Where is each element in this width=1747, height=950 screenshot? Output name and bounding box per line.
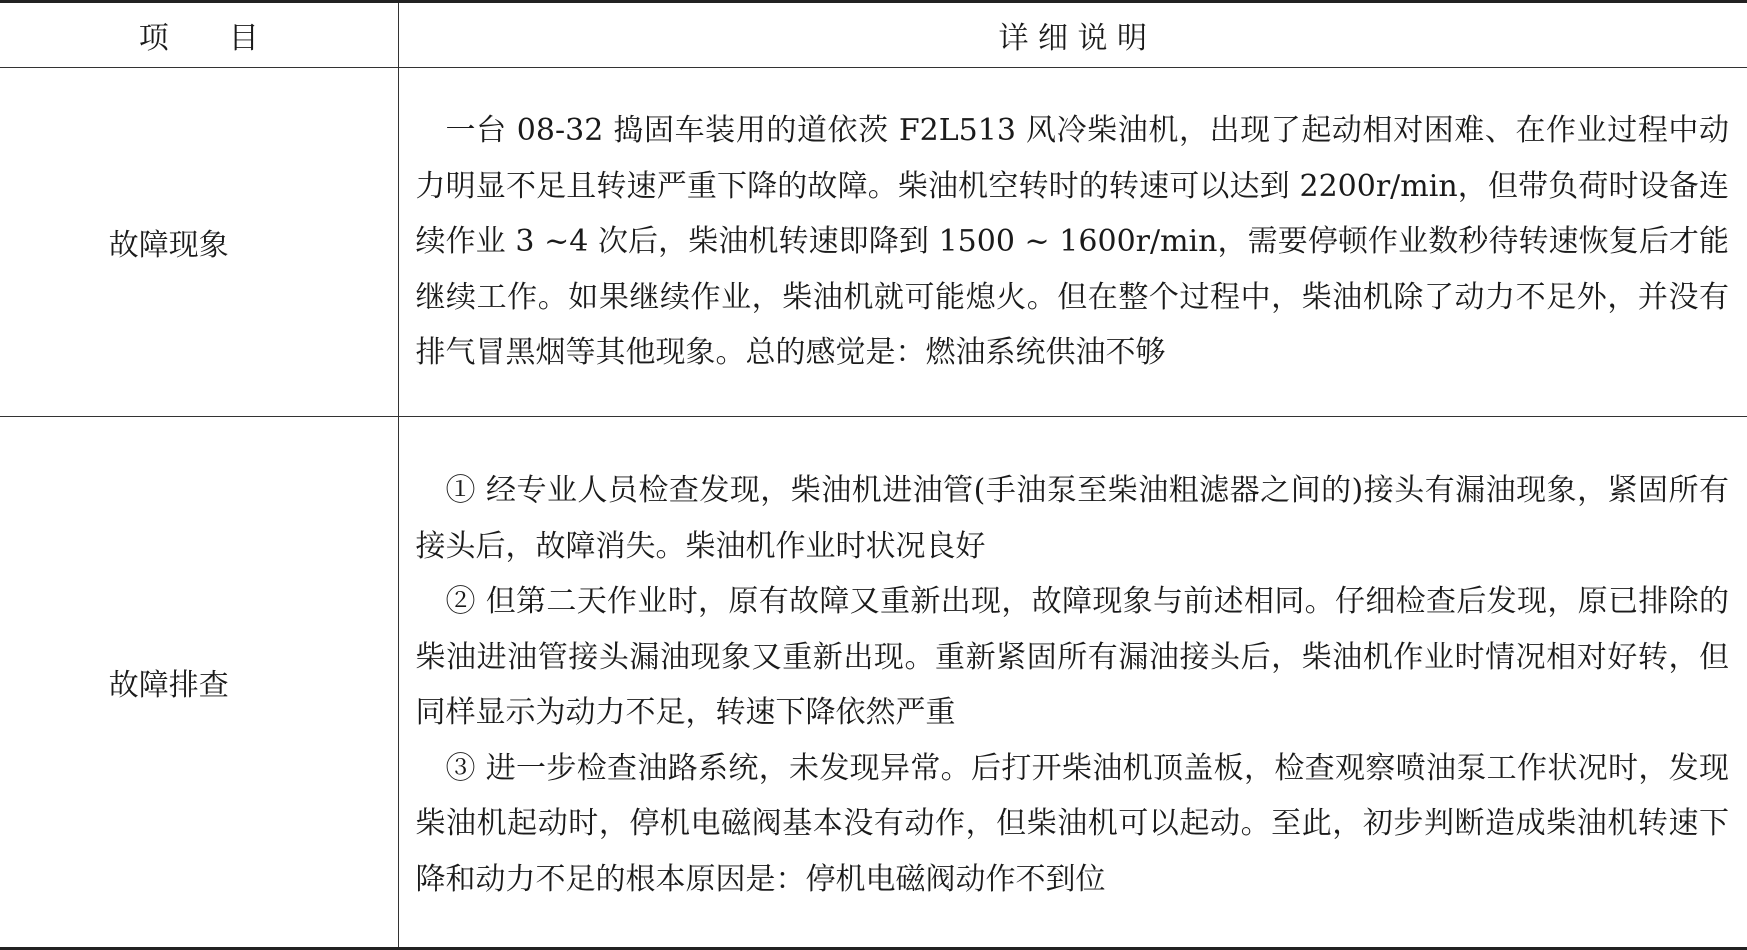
table-row-phenomenon	[0, 68, 1747, 417]
header-item: 项 目	[0, 2, 398, 68]
troubleshooting-step-3: ③ 进一步检查油路系统，未发现异常。后打开柴油机顶盖板，检查观察喷油泵工作状况时，发现柴油机起动时，停机电磁阀基本没有动作，但柴油机可以起动。至此，初步判断造成柴油机转速下降和动力不足的根本原因是：停机电磁阀动作不到位	[415, 750, 1729, 897]
row-detail-troubleshooting	[398, 417, 1747, 949]
row-detail-phenomenon	[398, 68, 1747, 417]
troubleshooting-step-1: ① 经专业人员检查发现，柴油机进油管(手油泵至柴油粗滤器之间的)接头有漏油现象，紧固所有接头后，故障消失。柴油机作业时状况良好	[415, 473, 1729, 564]
table-row-troubleshooting	[0, 417, 1747, 949]
troubleshooting-step-2: ② 但第二天作业时，原有故障又重新出现，故障现象与前述相同。仔细检查后发现，原已排除的柴油进油管接头漏油现象又重新出现。重新紧固所有漏油接头后，柴油机作业时情况相对好转，但同样显示为动力不足，转速下降依然严重	[415, 584, 1729, 730]
row-label-troubleshooting: 故障排查	[0, 417, 398, 949]
table-header-row	[0, 2, 1747, 68]
phenomenon-paragraph: 一台 08-32 捣固车装用的道依茨 F2L513 风冷柴油机，出现了起动相对困难、在作业过程中动力明显不足且转速严重下降的故障。柴油机空转时的转速可以达到 2200r/min，但带负荷时设备连续作业 3 ~4 次后，柴油机转速即降到 1500 ~ 1600r/min，需要停顿作业数秒待转速恢复后才能继续工作。如果继续作业，柴油机就可能熄火。但在整个过程中，柴油机除了动力不足外，并没有排气冒黑烟等其他现象。总的感觉是：燃油系统供油不够	[415, 113, 1729, 371]
row-label-phenomenon: 故障现象	[0, 68, 398, 417]
header-detail: 详 细 说 明	[398, 2, 1747, 68]
